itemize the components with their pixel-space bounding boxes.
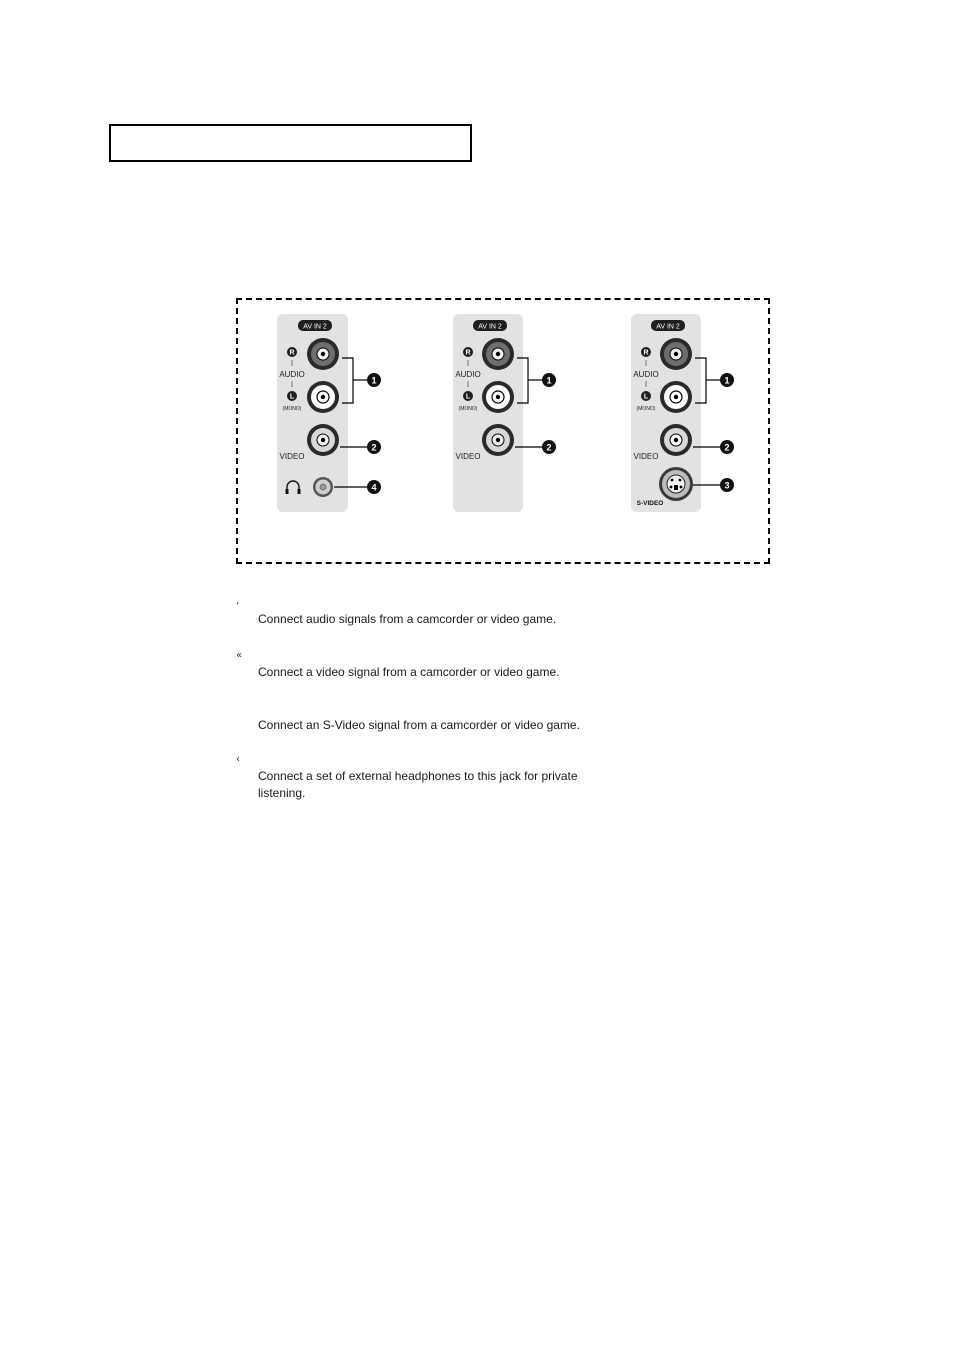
video-jack[interactable]: [660, 424, 692, 456]
svg-text:1: 1: [724, 375, 730, 386]
audio-label: AUDIO: [455, 370, 481, 379]
svg-text:3: 3: [724, 480, 730, 491]
mono-label: (MONO): [636, 406, 656, 412]
mono-label: (MONO): [282, 406, 302, 412]
audio-l-jack[interactable]: [660, 381, 692, 413]
l-label: L: [289, 393, 295, 401]
av-panel-svideo: [630, 310, 740, 515]
audio-l-jack[interactable]: [307, 381, 339, 413]
audio-label: AUDIO: [633, 370, 659, 379]
mono-label: (MONO): [458, 406, 478, 412]
svg-text:2: 2: [724, 442, 730, 453]
svg-text:1: 1: [546, 375, 552, 386]
av-in-badge-label: AV IN 2: [303, 323, 327, 331]
audio-label: AUDIO: [279, 370, 305, 379]
audio-l-jack[interactable]: [482, 381, 514, 413]
audio-r-jack[interactable]: [482, 338, 514, 370]
item-2-marker: «: [236, 650, 243, 661]
svg-text:4: 4: [371, 482, 377, 493]
headphone-jack[interactable]: [313, 477, 333, 497]
l-label: L: [465, 393, 471, 401]
l-label: L: [643, 393, 649, 401]
section-title-box: [109, 124, 472, 162]
s-video-jack[interactable]: [659, 467, 693, 501]
item-2-text: Connect a video signal from a camcorder or video game.: [258, 665, 560, 679]
av-panel-basic: [452, 310, 562, 515]
video-label: VIDEO: [633, 452, 659, 461]
av-in-badge-label: AV IN 2: [478, 323, 502, 331]
av-in-badge-label: AV IN 2: [656, 323, 680, 331]
svg-text:2: 2: [546, 442, 552, 453]
video-label: VIDEO: [455, 452, 481, 461]
video-label: VIDEO: [279, 452, 305, 461]
video-jack[interactable]: [307, 424, 339, 456]
item-4-marker: ‹: [236, 754, 240, 765]
av-panel-headphone: [276, 310, 386, 515]
s-video-label: S-VIDEO: [636, 500, 664, 507]
audio-r-jack[interactable]: [307, 338, 339, 370]
svg-text:1: 1: [371, 375, 377, 386]
item-4-text: Connect a set of external headphones to this jack for private listening.: [258, 769, 578, 800]
video-jack[interactable]: [482, 424, 514, 456]
r-label: R: [465, 349, 471, 357]
item-1-marker: ‘: [236, 601, 240, 612]
r-label: R: [289, 349, 295, 357]
item-1-text: Connect audio signals from a camcorder or video game.: [258, 612, 557, 626]
r-label: R: [643, 349, 649, 357]
audio-r-jack[interactable]: [660, 338, 692, 370]
svg-text:2: 2: [371, 442, 377, 453]
item-3-text: Connect an S-Video signal from a camcorder or video game.: [258, 718, 580, 732]
